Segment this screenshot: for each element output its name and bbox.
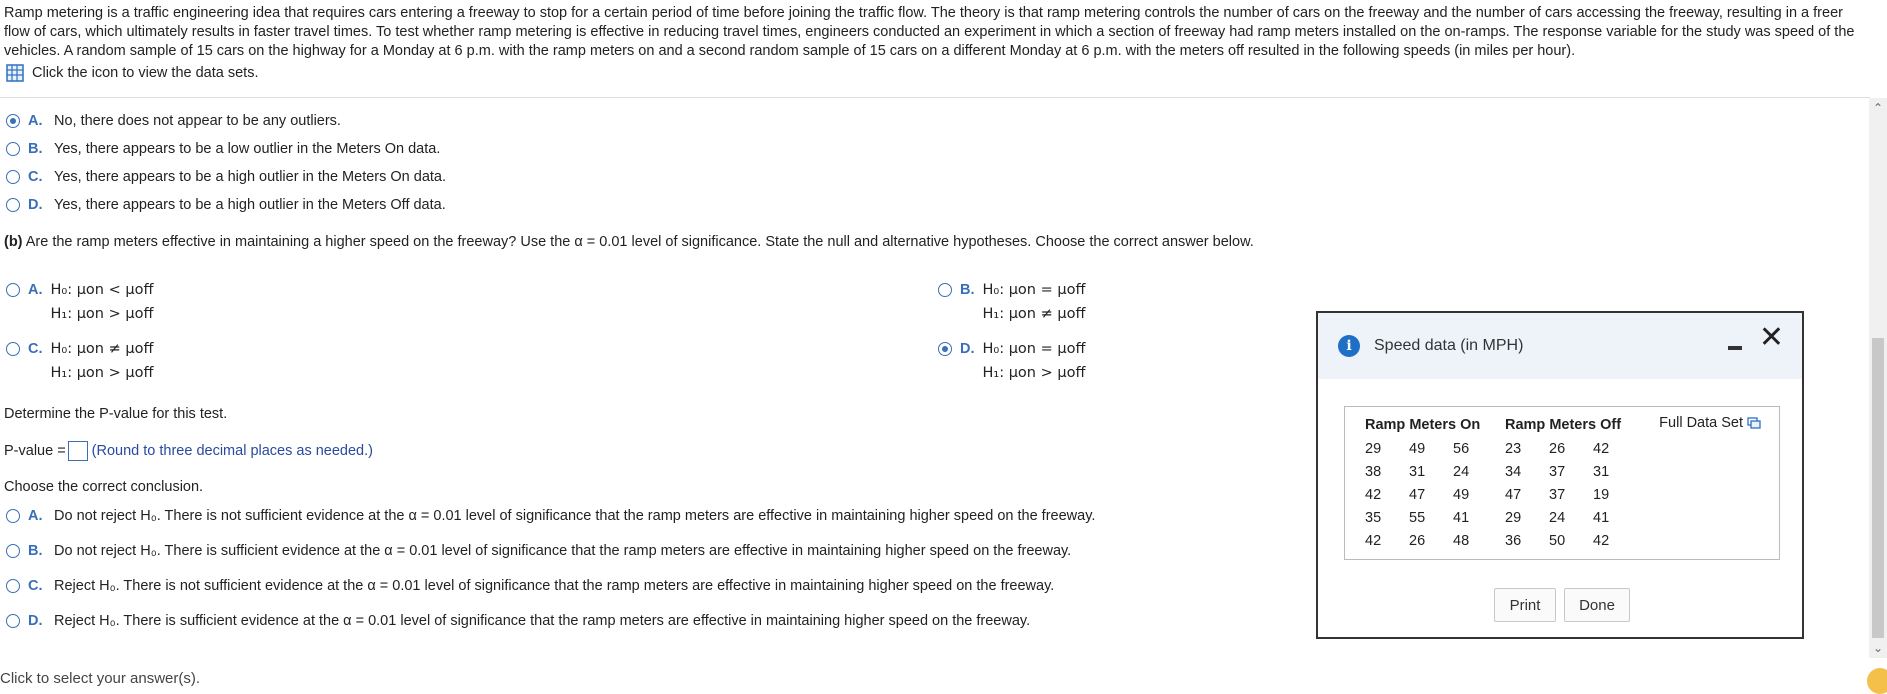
alt-hypothesis: H₁: μon > μoff bbox=[50, 306, 154, 322]
conclusion-option-c[interactable] bbox=[6, 578, 1054, 594]
table-cell: 37 bbox=[1549, 464, 1566, 480]
conclusion-option-d[interactable] bbox=[6, 613, 1030, 629]
option-text: Yes, there appears to be a high outlier in the Meters On data. bbox=[54, 169, 447, 185]
part-b-text: Are the ramp meters effective in maintaining a higher speed on the freeway? Use the α = 0.01 level of significance. State the null and alternative hypotheses. Choose the correct answer below. bbox=[25, 234, 1254, 250]
part-b-question bbox=[4, 234, 1254, 250]
pvalue-hint: (Round to three decimal places as needed.) bbox=[91, 443, 373, 459]
radio-button[interactable] bbox=[938, 342, 952, 356]
outlier-option-c[interactable] bbox=[6, 169, 446, 185]
option-letter: B. bbox=[28, 141, 43, 157]
hypothesis-option-a[interactable] bbox=[6, 278, 153, 326]
option-text: Yes, there appears to be a low outlier in the Meters On data. bbox=[54, 141, 441, 157]
popout-icon[interactable] bbox=[1747, 417, 1761, 429]
print-button[interactable]: Print bbox=[1494, 588, 1556, 622]
table-cell: 35 bbox=[1365, 510, 1382, 526]
dialog-header bbox=[1318, 313, 1802, 379]
table-cell: 24 bbox=[1549, 510, 1566, 526]
radio-button[interactable] bbox=[6, 114, 20, 128]
divider bbox=[0, 97, 1870, 98]
table-cell: 31 bbox=[1409, 464, 1426, 480]
column-header-meters-on: Ramp Meters On bbox=[1365, 417, 1481, 433]
table-cell: 26 bbox=[1409, 533, 1426, 549]
conclusion-prompt: Choose the correct conclusion. bbox=[4, 479, 204, 495]
option-letter: C. bbox=[28, 169, 43, 185]
hypothesis-option-c[interactable] bbox=[6, 337, 153, 385]
outlier-option-b[interactable] bbox=[6, 141, 440, 157]
option-letter: D. bbox=[960, 341, 975, 357]
table-cell: 26 bbox=[1549, 441, 1566, 457]
option-letter: A. bbox=[28, 282, 43, 298]
alt-hypothesis: H₁: μon > μoff bbox=[50, 365, 154, 381]
option-letter: D. bbox=[28, 197, 43, 213]
radio-button[interactable] bbox=[6, 614, 20, 628]
option-text: No, there does not appear to be any outliers. bbox=[54, 113, 341, 129]
radio-button[interactable] bbox=[6, 544, 20, 558]
table-cell: 47 bbox=[1409, 487, 1426, 503]
option-text: Do not reject H₀. There is not sufficient evidence at the α = 0.01 level of significance that the ramp meters are effective in maintaining higher speed on the freeway. bbox=[54, 508, 1096, 524]
option-letter: A. bbox=[28, 113, 43, 129]
view-data-label: Click the icon to view the data sets. bbox=[32, 65, 259, 81]
table-cell: 38 bbox=[1365, 464, 1382, 480]
radio-button[interactable] bbox=[938, 283, 952, 297]
conclusion-option-b[interactable] bbox=[6, 543, 1071, 559]
table-cell: 24 bbox=[1453, 464, 1470, 480]
null-hypothesis: H₀: μon = μoff bbox=[982, 282, 1086, 298]
table-cell: 41 bbox=[1453, 510, 1470, 526]
hypothesis-option-b[interactable] bbox=[938, 278, 1085, 326]
pvalue-row bbox=[4, 441, 373, 461]
full-data-set-link[interactable] bbox=[1659, 415, 1761, 431]
option-letter: C. bbox=[28, 578, 43, 594]
table-cell: 48 bbox=[1453, 533, 1470, 549]
close-icon[interactable]: ✕ bbox=[1758, 320, 1784, 355]
view-data-link[interactable] bbox=[6, 64, 258, 82]
table-cell: 41 bbox=[1593, 510, 1610, 526]
hypothesis-option-d[interactable] bbox=[938, 337, 1085, 385]
table-cell: 50 bbox=[1549, 533, 1566, 549]
table-cell: 29 bbox=[1505, 510, 1522, 526]
full-data-set-label: Full Data Set bbox=[1659, 415, 1743, 431]
scrollbar[interactable] bbox=[1869, 98, 1887, 658]
part-label: (b) bbox=[4, 234, 23, 250]
scroll-down-icon[interactable]: ⌄ bbox=[1872, 641, 1884, 655]
pvalue-input[interactable] bbox=[68, 441, 88, 461]
option-letter: B. bbox=[960, 282, 975, 298]
radio-button[interactable] bbox=[6, 198, 20, 212]
data-table-icon[interactable] bbox=[6, 64, 24, 82]
option-letter: A. bbox=[28, 508, 43, 524]
option-text: Reject H₀. There is not sufficient evidence at the α = 0.01 level of significance that the ramp meters are effective in maintaining higher speed on the freeway. bbox=[54, 578, 1055, 594]
option-text: Reject H₀. There is sufficient evidence at the α = 0.01 level of significance that the ramp meters are effective in maintaining higher speed on the freeway. bbox=[54, 613, 1031, 629]
radio-button[interactable] bbox=[6, 170, 20, 184]
option-letter: D. bbox=[28, 613, 43, 629]
dialog-title: Speed data (in MPH) bbox=[1374, 337, 1524, 354]
done-button[interactable]: Done bbox=[1564, 588, 1630, 622]
radio-button[interactable] bbox=[6, 509, 20, 523]
table-cell: 31 bbox=[1593, 464, 1610, 480]
table-cell: 23 bbox=[1505, 441, 1522, 457]
footer-instruction: Click to select your answer(s). bbox=[0, 670, 201, 687]
outlier-option-a[interactable] bbox=[6, 113, 341, 129]
table-cell: 19 bbox=[1593, 487, 1610, 503]
table-cell: 36 bbox=[1505, 533, 1522, 549]
problem-statement: Ramp metering is a traffic engineering idea that requires cars entering a freeway to stop for a certain period of time before joining the traffic flow. The theory is that ramp metering controls the number of cars on the freeway and the number of cars accessing the freeway, resulting in a freer flow of cars, which ultimately results in faster travel times. To test whether ramp metering is effective in reducing travel times, engineers conducted an experiment in which a section of freeway had ramp meters installed on the on-ramps. The response variable for the study was speed of the vehicles. A random sample of 15 cars on the highway for a Monday at 6 p.m. with the ramp meters on and a second random sample of 15 cars on a different Monday at 6 p.m. with the meters off resulted in the following speeds (in miles per hour). bbox=[4, 5, 1855, 59]
table-cell: 34 bbox=[1505, 464, 1522, 480]
table-cell: 49 bbox=[1409, 441, 1426, 457]
minimize-icon[interactable] bbox=[1728, 335, 1744, 351]
null-hypothesis: H₀: μon ≠ μoff bbox=[50, 341, 154, 357]
speed-data-dialog bbox=[1316, 311, 1804, 639]
option-text: Do not reject H₀. There is sufficient evidence at the α = 0.01 level of significance that the ramp meters are effective in maintaining higher speed on the freeway. bbox=[54, 543, 1072, 559]
radio-button[interactable] bbox=[6, 342, 20, 356]
info-icon: i bbox=[1338, 335, 1360, 357]
table-cell: 42 bbox=[1593, 441, 1610, 457]
outlier-option-d[interactable] bbox=[6, 197, 446, 213]
scroll-up-icon[interactable]: ⌃ bbox=[1872, 101, 1884, 115]
table-cell: 49 bbox=[1453, 487, 1470, 503]
option-letter: C. bbox=[28, 341, 43, 357]
table-cell: 42 bbox=[1593, 533, 1610, 549]
column-header-meters-off: Ramp Meters Off bbox=[1505, 417, 1622, 433]
null-hypothesis: H₀: μon = μoff bbox=[982, 341, 1086, 357]
option-letter: B. bbox=[28, 543, 43, 559]
table-cell: 37 bbox=[1549, 487, 1566, 503]
radio-button[interactable] bbox=[6, 579, 20, 593]
table-cell: 29 bbox=[1365, 441, 1382, 457]
table-cell: 56 bbox=[1453, 441, 1470, 457]
radio-button[interactable] bbox=[6, 283, 20, 297]
table-cell: 47 bbox=[1505, 487, 1522, 503]
option-text: Yes, there appears to be a high outlier in the Meters Off data. bbox=[54, 197, 446, 213]
scrollbar-thumb[interactable] bbox=[1872, 338, 1884, 638]
radio-button[interactable] bbox=[6, 142, 20, 156]
alt-hypothesis: H₁: μon ≠ μoff bbox=[982, 306, 1086, 322]
null-hypothesis: H₀: μon < μoff bbox=[50, 282, 154, 298]
pvalue-prompt: Determine the P-value for this test. bbox=[4, 406, 228, 422]
table-cell: 55 bbox=[1409, 510, 1426, 526]
alt-hypothesis: H₁: μon > μoff bbox=[982, 365, 1086, 381]
help-badge-icon[interactable] bbox=[1867, 668, 1887, 694]
pvalue-label: P-value = bbox=[4, 443, 66, 459]
table-cell: 42 bbox=[1365, 533, 1382, 549]
data-table bbox=[1344, 406, 1780, 560]
conclusion-option-a[interactable] bbox=[6, 508, 1095, 524]
table-cell: 42 bbox=[1365, 487, 1382, 503]
